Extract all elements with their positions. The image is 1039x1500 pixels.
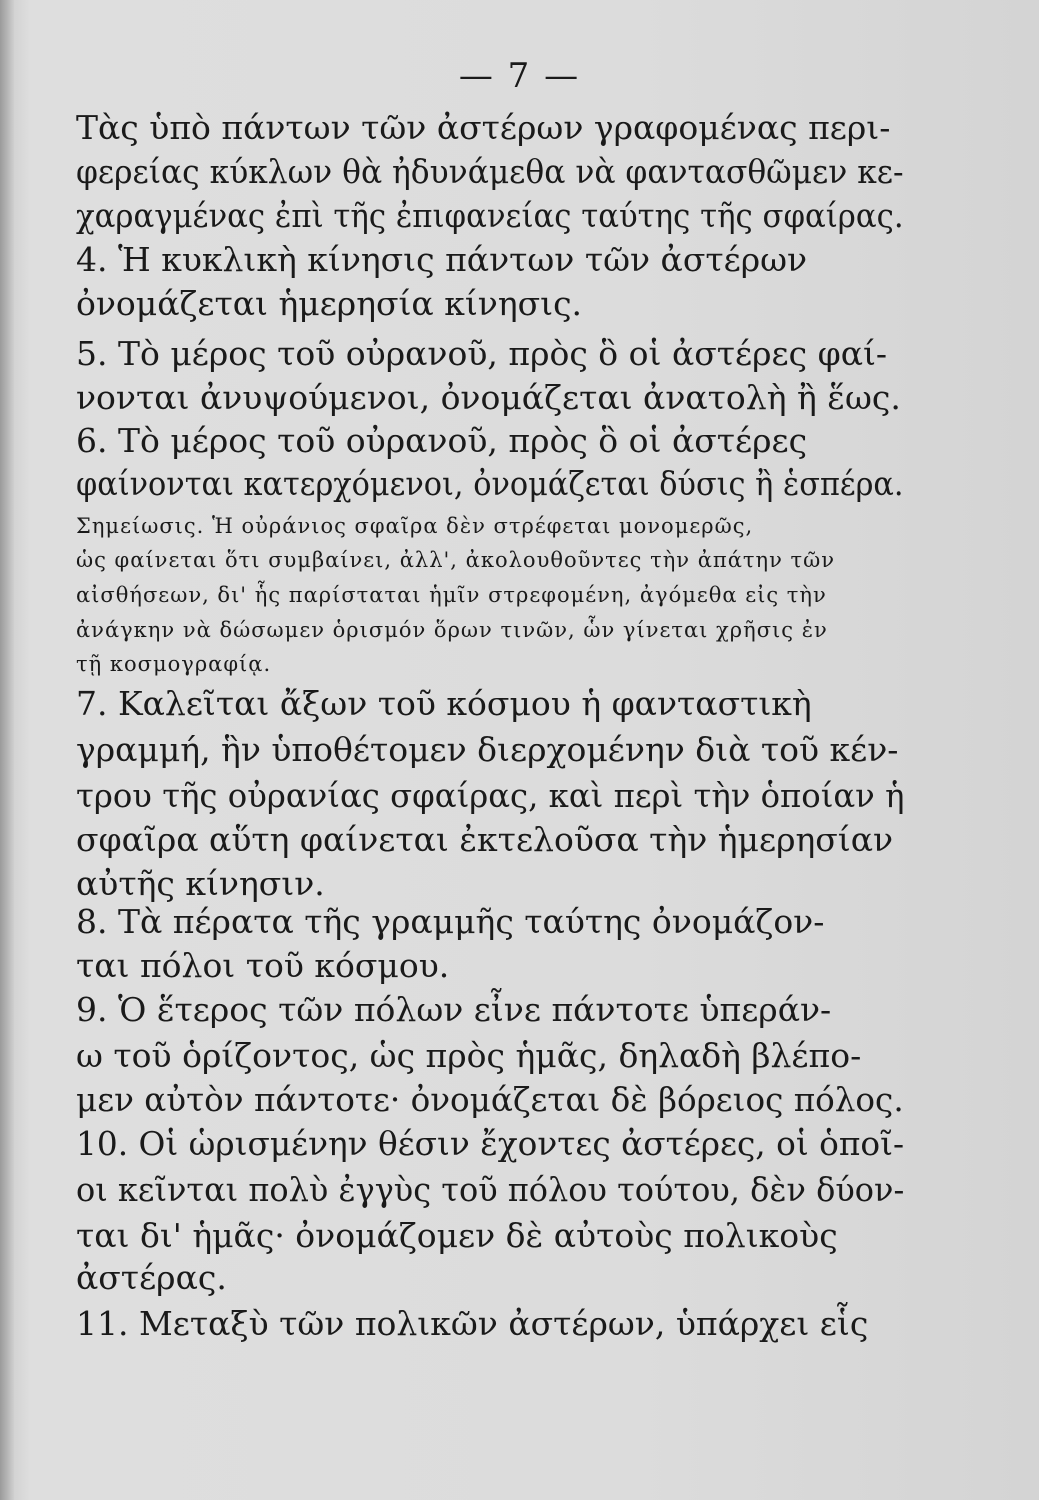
text-line: αὐτῆς κίνησιν. [76,864,325,903]
text-line: 8. Τὰ πέρατα τῆς γραμμῆς ταύτης ὀνομάζον- [76,902,825,941]
text-line: 7. Καλεῖται ἄξων τοῦ κόσμου ἡ φανταστικὴ [76,684,812,723]
text-line: 5. Τὸ μέρος τοῦ οὐρανοῦ, πρὸς ὃ οἱ ἀστέρες φαί- [76,334,888,373]
text-line: σφαῖρα αὕτη φαίνεται ἐκτελοῦσα τὴν ἡμερησίαν [76,820,894,859]
text-line: ἀστέρας. [76,1258,227,1297]
text-line: ται δι' ἡμᾶς· ὀνομάζομεν δὲ αὐτοὺς πολικοὺς [76,1216,838,1255]
text-line: ται πόλοι τοῦ κόσμου. [76,946,450,985]
page-number: — 7 — [458,56,581,96]
note-line: Σημείωσις. Ἡ οὐράνιος σφαῖρα δὲν στρέφεται μονομερῶς, [76,514,754,538]
page-spine-edge [0,0,14,1500]
text-line: φαίνονται κατερχόμενοι, ὀνομάζεται δύσις ἢ ἑσπέρα. [76,464,904,503]
text-line: 4. Ἡ κυκλικὴ κίνησις πάντων τῶν ἀστέρων [76,240,808,279]
note-line: ἀνάγκην νὰ δώσωμεν ὁρισμόν ὅρων τινῶν, ὧν γίνεται χρῆσις ἐν [76,618,828,642]
note-line: ὡς φαίνεται ὅτι συμβαίνει, ἀλλ', ἀκολουθοῦντες τὴν ἀπάτην τῶν [76,548,836,572]
text-line: ω τοῦ ὁρίζοντος, ὡς πρὸς ἡμᾶς, δηλαδὴ βλέπο- [76,1036,862,1075]
text-line: Τὰς ὑπὸ πάντων τῶν ἀστέρων γραφομένας περι- [76,108,891,147]
note-line: αἰσθήσεων, δι' ἧς παρίσταται ἡμῖν στρεφομένη, ἀγόμεθα εἰς τὴν [76,583,827,607]
text-line: 6. Τὸ μέρος τοῦ οὐρανοῦ, πρὸς ὃ οἱ ἀστέρες [76,421,808,460]
text-line: ὀνομάζεται ἡμερησία κίνησις. [76,284,583,323]
text-line: γραμμή, ἣν ὑποθέτομεν διερχομένην διὰ τοῦ κέν- [76,730,899,769]
text-line: 11. Μεταξὺ τῶν πολικῶν ἀστέρων, ὑπάρχει εἷς [76,1304,869,1343]
text-line: φερείας κύκλων θὰ ἠδυνάμεθα νὰ φαντασθῶμεν κε- [76,152,904,191]
text-line: οι κεῖνται πολὺ ἐγγὺς τοῦ πόλου τούτου, δὲν δύον- [76,1170,905,1209]
text-line: χαραγμένας ἐπὶ τῆς ἐπιφανείας ταύτης τῆς σφαίρας. [76,196,904,235]
text-line: μεν αὐτὸν πάντοτε· ὀνομάζεται δὲ βόρειος πόλος. [76,1080,904,1119]
note-line: τῇ κοσμογραφίᾳ. [76,652,272,676]
text-line: 9. Ὁ ἕτερος τῶν πόλων εἶνε πάντοτε ὑπεράν- [76,990,832,1029]
text-line: τρου τῆς οὐρανίας σφαίρας, καὶ περὶ τὴν ὁποίαν ἡ [76,776,905,815]
text-line: νονται ἀνυψούμενοι, ὀνομάζεται ἀνατολὴ ἢ ἕως. [76,378,901,417]
text-line: 10. Οἱ ὡρισμένην θέσιν ἔχοντες ἀστέρες, οἱ ὁποῖ- [76,1124,905,1163]
